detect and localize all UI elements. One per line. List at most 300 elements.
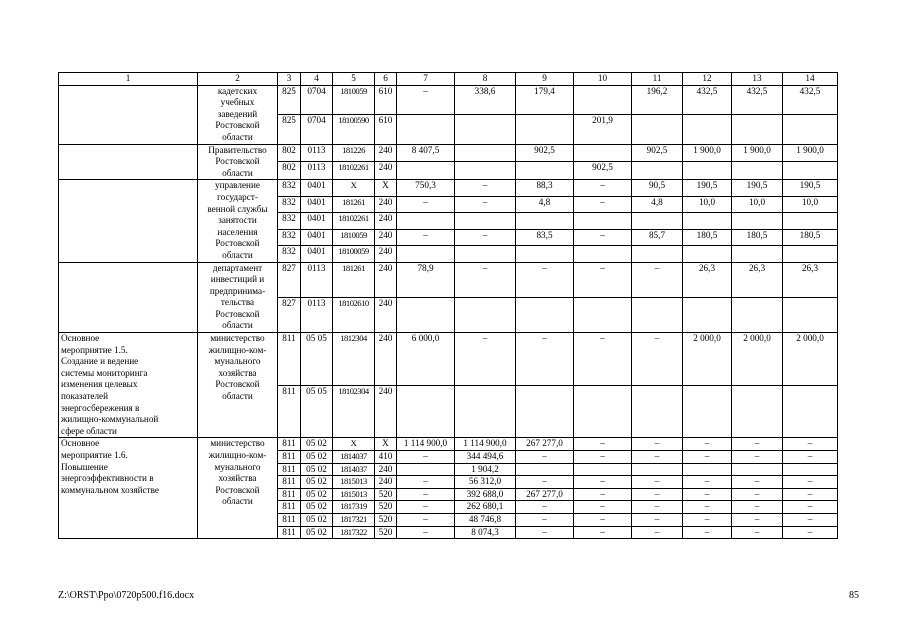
data-cell-col-4: 0704: [301, 115, 333, 144]
executor-cell: [198, 333, 278, 438]
header-cell: 1: [59, 73, 198, 86]
header-cell: 11: [632, 73, 683, 86]
data-cell-col-4: 05 02: [301, 488, 333, 501]
header-cell: 13: [732, 73, 783, 86]
executor-cell: [198, 438, 278, 539]
executor-cell: [198, 85, 278, 144]
data-cell-col-14: [783, 463, 838, 476]
data-cell-col-5: 18100590: [333, 115, 375, 144]
data-cell-col-9: 83,5: [516, 229, 574, 245]
data-cell-col-8: 338,6: [455, 85, 516, 114]
data-cell-col-8: [455, 297, 516, 332]
data-cell-col-8: –: [455, 333, 516, 386]
data-cell-col-9: –: [516, 476, 574, 489]
header-cell: 2: [198, 73, 278, 86]
measure-name-line: Повышение: [61, 461, 108, 472]
data-cell-col-11: [632, 385, 683, 438]
data-cell-col-14: [783, 246, 838, 262]
data-cell-col-10: –: [574, 501, 632, 514]
data-cell-col-12: 1 900,0: [683, 144, 732, 162]
executor-line: Ростовской: [215, 484, 260, 495]
data-cell-col-10: [574, 85, 632, 114]
data-cell-col-4: 0401: [301, 246, 333, 262]
measure-name-line: системы мониторинга: [61, 367, 148, 378]
data-cell-col-9: –: [516, 526, 574, 539]
data-cell-col-3: 825: [278, 85, 301, 114]
data-cell-col-3: 811: [278, 438, 301, 451]
data-cell-col-13: 432,5: [732, 85, 783, 114]
executor-line: области: [222, 249, 253, 260]
data-cell-col-9: [516, 115, 574, 144]
data-cell-col-5: 181226: [333, 144, 375, 162]
measure-name-line: мероприятие 1.6.: [61, 450, 128, 460]
data-cell-col-12: –: [683, 526, 732, 539]
data-cell-col-10: [574, 463, 632, 476]
data-cell-col-12: 2 000,0: [683, 333, 732, 386]
data-cell-col-5: 18100059: [333, 246, 375, 262]
data-cell-col-3: 827: [278, 262, 301, 297]
data-cell-col-10: –: [574, 513, 632, 526]
executor-line: кадетских: [217, 85, 258, 96]
data-cell-col-12: [683, 213, 732, 229]
data-cell-col-12: [683, 297, 732, 332]
header-cell: 9: [516, 73, 574, 86]
data-cell-col-12: [683, 115, 732, 144]
measure-name-cell: [59, 144, 198, 180]
data-cell-col-11: 90,5: [632, 180, 683, 196]
data-cell-col-6: 240: [375, 144, 397, 162]
data-cell-col-6: 520: [375, 513, 397, 526]
data-cell-col-5: Х: [333, 180, 375, 196]
executor-line: Ростовской: [215, 156, 260, 167]
data-cell-col-6: Х: [375, 438, 397, 451]
data-cell-col-13: 1 900,0: [732, 144, 783, 162]
executor-line: департамент: [212, 262, 263, 273]
data-cell-col-11: 4,8: [632, 196, 683, 212]
data-cell-col-6: 610: [375, 85, 397, 114]
executor-line: государст-: [217, 191, 258, 202]
data-cell-col-7: [397, 463, 455, 476]
data-cell-col-14: 26,3: [783, 262, 838, 297]
data-cell-col-7: –: [397, 196, 455, 212]
data-cell-col-13: –: [732, 476, 783, 489]
executor-line: заведений: [217, 108, 258, 119]
executor-line: области: [222, 167, 253, 178]
data-cell-col-10: –: [574, 438, 632, 451]
data-cell-col-8: 1 904,2: [455, 463, 516, 476]
data-cell-col-4: 05 02: [301, 451, 333, 464]
data-cell-col-11: 902,5: [632, 144, 683, 162]
data-cell-col-6: 240: [375, 385, 397, 438]
data-cell-col-11: –: [632, 476, 683, 489]
data-cell-col-11: –: [632, 501, 683, 514]
data-cell-col-9: [516, 246, 574, 262]
data-cell-col-9: [516, 297, 574, 332]
data-cell-col-7: –: [397, 229, 455, 245]
data-cell-col-5: 1810059: [333, 85, 375, 114]
executor-line: Ростовской: [215, 238, 260, 249]
data-cell-col-6: 520: [375, 526, 397, 539]
data-cell-col-5: 18102610: [333, 297, 375, 332]
data-cell-col-5: 1814037: [333, 463, 375, 476]
data-cell-col-4: 0113: [301, 297, 333, 332]
executor-line: области: [222, 320, 253, 331]
budget-table: [58, 72, 838, 539]
data-cell-col-8: 262 680,1: [455, 501, 516, 514]
data-cell-col-6: 240: [375, 162, 397, 180]
data-cell-col-8: 8 074,3: [455, 526, 516, 539]
measure-name-line: мероприятие 1.5.: [61, 344, 128, 355]
data-cell-col-9: –: [516, 451, 574, 464]
executor-cell: [198, 144, 278, 180]
data-cell-col-13: –: [732, 526, 783, 539]
data-cell-col-14: [783, 213, 838, 229]
data-cell-col-7: –: [397, 513, 455, 526]
data-cell-col-14: 432,5: [783, 85, 838, 114]
data-cell-col-14: –: [783, 476, 838, 489]
data-cell-col-12: [683, 246, 732, 262]
data-cell-col-5: 1814037: [333, 451, 375, 464]
executor-line: хозяйства: [218, 367, 257, 378]
executor-line: Правительство: [208, 144, 267, 155]
data-cell-col-9: –: [516, 513, 574, 526]
executor-line: инвестиций и: [210, 274, 265, 285]
data-cell-col-7: –: [397, 501, 455, 514]
data-cell-col-13: –: [732, 513, 783, 526]
data-cell-col-13: –: [732, 451, 783, 464]
data-cell-col-8: 48 746,8: [455, 513, 516, 526]
table-row: [59, 333, 838, 386]
measure-name-cell: [59, 262, 198, 333]
measure-name-line: показателей: [61, 391, 109, 402]
data-cell-col-13: –: [732, 438, 783, 451]
data-cell-col-7: –: [397, 85, 455, 114]
executor-line: предпринима-: [209, 285, 266, 296]
executor-line: жилищно-ком-: [208, 344, 267, 355]
data-cell-col-6: 240: [375, 333, 397, 386]
measure-name-line: сфере области: [61, 425, 117, 436]
data-cell-col-8: 392 688,0: [455, 488, 516, 501]
data-cell-col-13: 2 000,0: [732, 333, 783, 386]
data-cell-col-14: 180,5: [783, 229, 838, 245]
header-cell: 6: [375, 73, 397, 86]
data-cell-col-7: [397, 213, 455, 229]
data-cell-col-11: –: [632, 262, 683, 297]
data-cell-col-4: 0704: [301, 85, 333, 114]
data-cell-col-14: 190,5: [783, 180, 838, 196]
header-cell: 3: [278, 73, 301, 86]
data-cell-col-8: [455, 246, 516, 262]
data-cell-col-11: –: [632, 513, 683, 526]
measure-name-line: коммунальном хозяйстве: [61, 484, 159, 495]
header-cell: 8: [455, 73, 516, 86]
data-cell-col-3: 811: [278, 385, 301, 438]
data-cell-col-13: [732, 297, 783, 332]
data-cell-col-8: –: [455, 196, 516, 212]
data-cell-col-14: 1 900,0: [783, 144, 838, 162]
data-cell-col-11: [632, 115, 683, 144]
data-cell-col-13: –: [732, 488, 783, 501]
data-cell-col-3: 811: [278, 451, 301, 464]
data-cell-col-8: –: [455, 229, 516, 245]
data-cell-col-12: 10,0: [683, 196, 732, 212]
data-cell-col-7: 78,9: [397, 262, 455, 297]
data-cell-col-4: 05 02: [301, 463, 333, 476]
data-cell-col-11: [632, 463, 683, 476]
executor-line: Ростовской: [215, 308, 260, 319]
data-cell-col-12: [683, 385, 732, 438]
data-cell-col-4: 05 02: [301, 526, 333, 539]
data-cell-col-12: 190,5: [683, 180, 732, 196]
data-cell-col-11: [632, 162, 683, 180]
data-cell-col-13: –: [732, 501, 783, 514]
data-cell-col-6: 240: [375, 229, 397, 245]
executor-line: хозяйства: [218, 473, 257, 484]
data-cell-col-10: [574, 246, 632, 262]
data-cell-col-4: 0401: [301, 213, 333, 229]
data-cell-col-11: –: [632, 451, 683, 464]
data-cell-col-12: –: [683, 476, 732, 489]
data-cell-col-7: –: [397, 526, 455, 539]
table-row: [59, 180, 838, 196]
table-row: [59, 144, 838, 162]
data-cell-col-11: –: [632, 526, 683, 539]
data-cell-col-5: 1815013: [333, 488, 375, 501]
data-cell-col-11: [632, 213, 683, 229]
data-cell-col-9: 267 277,0: [516, 488, 574, 501]
data-cell-col-5: 1812304: [333, 333, 375, 386]
header-cell: 10: [574, 73, 632, 86]
table-row: [59, 438, 838, 451]
data-cell-col-5: 1817321: [333, 513, 375, 526]
data-cell-col-3: 832: [278, 229, 301, 245]
executor-line: министерство: [210, 333, 265, 344]
data-cell-col-8: 344 494,6: [455, 451, 516, 464]
data-cell-col-5: 181261: [333, 196, 375, 212]
executor-line: области: [222, 496, 253, 507]
data-cell-col-11: 196,2: [632, 85, 683, 114]
executor-line: Ростовской: [215, 379, 260, 390]
data-cell-col-4: 0401: [301, 196, 333, 212]
data-cell-col-10: –: [574, 180, 632, 196]
data-cell-col-6: Х: [375, 180, 397, 196]
data-cell-col-12: –: [683, 513, 732, 526]
data-cell-col-10: [574, 213, 632, 229]
data-cell-col-5: 181261: [333, 262, 375, 297]
executor-line: управление: [215, 180, 260, 191]
data-cell-col-9: 88,3: [516, 180, 574, 196]
data-cell-col-8: 56 312,0: [455, 476, 516, 489]
data-cell-col-7: [397, 246, 455, 262]
header-cell: 14: [783, 73, 838, 86]
data-cell-col-13: 180,5: [732, 229, 783, 245]
data-cell-col-12: [683, 463, 732, 476]
data-cell-col-14: [783, 297, 838, 332]
executor-line: Ростовской: [215, 120, 260, 131]
data-cell-col-8: [455, 213, 516, 229]
data-cell-col-6: 520: [375, 488, 397, 501]
data-cell-col-13: [732, 463, 783, 476]
data-cell-col-5: 1810059: [333, 229, 375, 245]
header-cell: 5: [333, 73, 375, 86]
executor-line: жилищно-ком-: [208, 450, 267, 460]
measure-name-line: Основное: [61, 333, 100, 344]
data-cell-col-13: [732, 213, 783, 229]
data-cell-col-14: –: [783, 488, 838, 501]
data-cell-col-4: 0113: [301, 144, 333, 162]
data-cell-col-9: [516, 213, 574, 229]
data-cell-col-12: 432,5: [683, 85, 732, 114]
data-cell-col-3: 802: [278, 162, 301, 180]
measure-name-cell: [59, 333, 198, 438]
executor-line: министерство: [210, 438, 265, 449]
data-cell-col-12: –: [683, 451, 732, 464]
data-cell-col-7: 1 114 900,0: [397, 438, 455, 451]
data-cell-col-10: 902,5: [574, 162, 632, 180]
data-cell-col-5: 18102261: [333, 213, 375, 229]
executor-line: венной службы: [207, 203, 268, 214]
data-cell-col-14: –: [783, 438, 838, 451]
data-cell-col-5: 18102261: [333, 162, 375, 180]
executor-line: мунального: [214, 461, 261, 472]
executor-line: учебных: [220, 97, 255, 108]
footer-file-path: Z:\ORST\Ppo\0720p500.f16.docx: [58, 590, 195, 601]
header-cell: 12: [683, 73, 732, 86]
data-cell-col-3: 811: [278, 501, 301, 514]
measure-name-line: энергоэффективности в: [61, 473, 154, 484]
data-cell-col-13: [732, 385, 783, 438]
data-cell-col-10: –: [574, 262, 632, 297]
data-cell-col-4: 0401: [301, 180, 333, 196]
executor-line: занятости: [218, 215, 257, 226]
table-row: [59, 262, 838, 297]
header-cell: 4: [301, 73, 333, 86]
data-cell-col-11: [632, 297, 683, 332]
data-cell-col-13: [732, 246, 783, 262]
data-cell-col-13: [732, 162, 783, 180]
data-cell-col-8: 1 114 900,0: [455, 438, 516, 451]
measure-name-line: изменения целевых: [61, 379, 138, 390]
data-cell-col-12: –: [683, 438, 732, 451]
data-cell-col-12: 180,5: [683, 229, 732, 245]
data-cell-col-4: 0113: [301, 262, 333, 297]
data-cell-col-11: –: [632, 438, 683, 451]
data-cell-col-10: –: [574, 476, 632, 489]
data-cell-col-3: 811: [278, 476, 301, 489]
data-cell-col-10: [574, 144, 632, 162]
data-cell-col-4: 05 02: [301, 438, 333, 451]
data-cell-col-3: 825: [278, 115, 301, 144]
executor-line: тельства: [220, 297, 255, 308]
data-cell-col-10: 201,9: [574, 115, 632, 144]
data-cell-col-4: 05 05: [301, 333, 333, 386]
data-cell-col-7: [397, 162, 455, 180]
executor-line: мунального: [214, 356, 261, 367]
data-cell-col-7: 6 000,0: [397, 333, 455, 386]
executor-line: области: [222, 131, 253, 142]
data-cell-col-3: 832: [278, 196, 301, 212]
data-cell-col-9: 4,8: [516, 196, 574, 212]
data-cell-col-6: 240: [375, 262, 397, 297]
data-cell-col-3: 832: [278, 246, 301, 262]
data-cell-col-8: –: [455, 262, 516, 297]
data-cell-col-4: 0401: [301, 229, 333, 245]
data-cell-col-6: 240: [375, 196, 397, 212]
measure-name-line: жилищно-коммунальной: [61, 414, 159, 425]
data-cell-col-4: 05 02: [301, 501, 333, 514]
measure-name-line: Основное: [61, 438, 100, 449]
data-cell-col-13: 26,3: [732, 262, 783, 297]
data-cell-col-3: 811: [278, 513, 301, 526]
data-cell-col-6: 410: [375, 451, 397, 464]
data-cell-col-8: [455, 115, 516, 144]
data-cell-col-8: –: [455, 180, 516, 196]
data-cell-col-9: –: [516, 333, 574, 386]
data-cell-col-5: 1817322: [333, 526, 375, 539]
measure-name-cell: [59, 438, 198, 539]
data-cell-col-3: 811: [278, 488, 301, 501]
data-cell-col-12: [683, 162, 732, 180]
data-cell-col-4: 0113: [301, 162, 333, 180]
header-cell: 7: [397, 73, 455, 86]
data-cell-col-13: [732, 115, 783, 144]
data-cell-col-10: [574, 385, 632, 438]
data-cell-col-6: 240: [375, 213, 397, 229]
executor-cell: [198, 180, 278, 262]
data-cell-col-7: [397, 297, 455, 332]
data-cell-col-10: –: [574, 196, 632, 212]
data-cell-col-9: [516, 463, 574, 476]
data-cell-col-12: 26,3: [683, 262, 732, 297]
data-cell-col-10: –: [574, 451, 632, 464]
data-cell-col-14: –: [783, 513, 838, 526]
data-cell-col-6: 610: [375, 115, 397, 144]
data-cell-col-14: –: [783, 501, 838, 514]
data-cell-col-6: 240: [375, 476, 397, 489]
data-cell-col-3: 832: [278, 213, 301, 229]
data-cell-col-9: 902,5: [516, 144, 574, 162]
measure-name-line: Создание и ведение: [61, 356, 139, 367]
data-cell-col-5: 1817319: [333, 501, 375, 514]
data-cell-col-14: –: [783, 526, 838, 539]
data-cell-col-12: –: [683, 488, 732, 501]
data-cell-col-7: 8 407,5: [397, 144, 455, 162]
table-row: [59, 85, 838, 114]
data-cell-col-7: [397, 385, 455, 438]
data-cell-col-3: 811: [278, 333, 301, 386]
data-cell-col-4: 05 02: [301, 513, 333, 526]
data-cell-col-14: [783, 115, 838, 144]
data-cell-col-8: [455, 162, 516, 180]
data-cell-col-4: 05 05: [301, 385, 333, 438]
data-cell-col-10: [574, 297, 632, 332]
executor-cell: [198, 262, 278, 333]
data-cell-col-3: 811: [278, 526, 301, 539]
executor-line: области: [222, 391, 253, 402]
executor-line: населения: [217, 226, 258, 237]
data-cell-col-10: –: [574, 333, 632, 386]
data-cell-col-6: 240: [375, 297, 397, 332]
data-cell-col-14: –: [783, 451, 838, 464]
data-cell-col-11: 85,7: [632, 229, 683, 245]
data-cell-col-9: 179,4: [516, 85, 574, 114]
data-cell-col-8: [455, 144, 516, 162]
data-cell-col-9: [516, 385, 574, 438]
data-cell-col-3: 802: [278, 144, 301, 162]
data-cell-col-14: 2 000,0: [783, 333, 838, 386]
measure-name-cell: [59, 180, 198, 262]
data-cell-col-3: 827: [278, 297, 301, 332]
